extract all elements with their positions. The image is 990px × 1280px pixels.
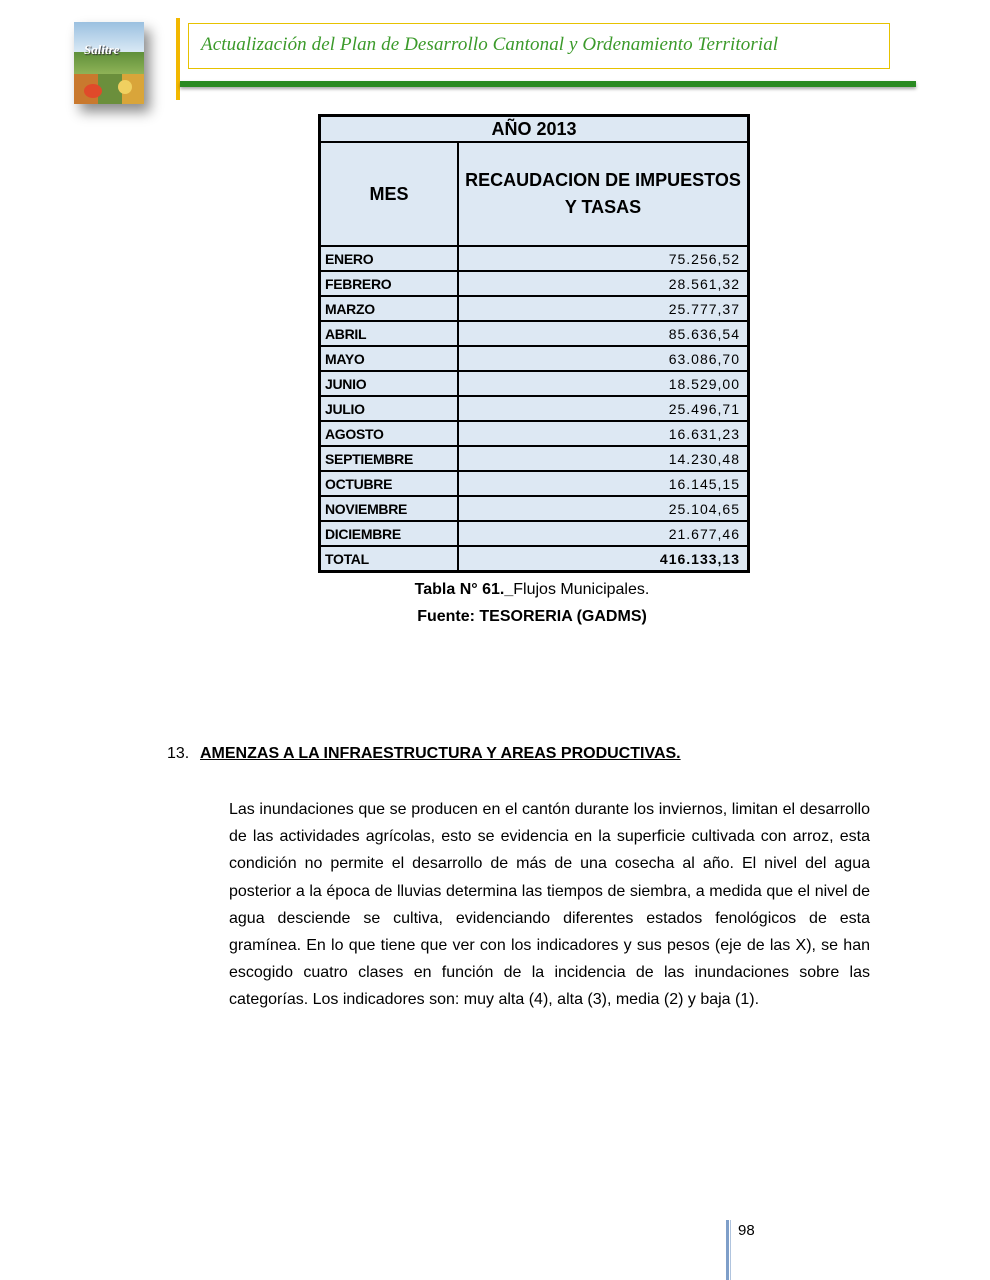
- table-row: [320, 271, 749, 296]
- table-cell-month: DICIEMBRE: [320, 521, 459, 546]
- header-accent-bar: [176, 18, 180, 100]
- table-body: [320, 246, 749, 546]
- logo-text: Salitre: [84, 42, 120, 57]
- table-cell-month: NOVIEMBRE: [320, 496, 459, 521]
- table-cell-month: FEBRERO: [320, 271, 459, 296]
- table-row: [320, 521, 749, 546]
- table-cell-month: JUNIO: [320, 371, 459, 396]
- table-source: Fuente: TESORERIA (GADMS): [417, 608, 647, 625]
- page-number: 98: [738, 1222, 755, 1239]
- table-row: [320, 246, 749, 271]
- table-cell-month: MAYO: [320, 346, 459, 371]
- table-row: [320, 496, 749, 521]
- table-row: [320, 471, 749, 496]
- table-cell-month: OCTUBRE: [320, 471, 459, 496]
- section-number: 13.: [167, 745, 190, 762]
- table-row: [320, 446, 749, 471]
- table-caption: [318, 581, 746, 599]
- table-row: [320, 296, 749, 321]
- table-cell-value: 28.561,32: [458, 271, 749, 296]
- table-cell-value: 25.777,37: [458, 296, 749, 321]
- header-title: Actualización del Plan de Desarrollo Cantonal y Ordenamiento Territorial: [201, 34, 779, 55]
- table-cell-value: 16.631,23: [458, 421, 749, 446]
- header-divider: [180, 81, 916, 87]
- table-cell-month: JULIO: [320, 396, 459, 421]
- table-cell-month: MARZO: [320, 296, 459, 321]
- table-cell-value: 25.104,65: [458, 496, 749, 521]
- table-total-value: 416.133,13: [458, 546, 749, 572]
- page-number-bar: [726, 1220, 729, 1280]
- table-total-label: TOTAL: [320, 546, 459, 572]
- table-col-value-label: RECAUDACION DE IMPUESTOS Y TASAS: [465, 170, 741, 217]
- salitre-logo: [74, 22, 144, 104]
- table-cell-value: 63.086,70: [458, 346, 749, 371]
- table-cell-value: 18.529,00: [458, 371, 749, 396]
- table-row: [320, 421, 749, 446]
- table-col-value: [458, 142, 749, 246]
- table-cell-value: 85.636,54: [458, 321, 749, 346]
- table-cell-value: 75.256,52: [458, 246, 749, 271]
- section-paragraph: Las inundaciones que se producen en el cantón durante los inviernos, limitan el desarrollo de las actividades agrícolas, esto se evidencia en la superficie cultivada con arroz, esta condición no permite el desarrollo de más de una cosecha al año. El nivel del agua posterior a la época de lluvias determina las tiempos de siembra, a medida que el nivel de agua desciende se cultiva, evidenciando diferentes estados fenológicos de esta gramínea. En lo que tiene que ver con los indicadores y sus pesos (eje de las X), se han escogido cuatro clases en función de la incidencia de las inundaciones sobre las categorías. Los indicadores son: muy alta (4), alta (3), media (2) y baja (1).: [229, 801, 870, 1009]
- section-heading: [167, 745, 681, 763]
- table-row: [320, 371, 749, 396]
- table-row: [320, 396, 749, 421]
- caption-text: Flujos Municipales.: [513, 581, 650, 598]
- table-cell-month: ENERO: [320, 246, 459, 271]
- table-cell-month: ABRIL: [320, 321, 459, 346]
- page-number-bar-inner: [730, 1220, 731, 1280]
- section-title: AMENZAS A LA INFRAESTRUCTURA Y AREAS PRODUCTIVAS.: [200, 745, 681, 762]
- table-year-header: AÑO 2013: [320, 116, 749, 143]
- table-cell-value: 21.677,46: [458, 521, 749, 546]
- table-row: [320, 346, 749, 371]
- table-cell-value: 14.230,48: [458, 446, 749, 471]
- table-cell-value: 16.145,15: [458, 471, 749, 496]
- caption-label: Tabla N° 61._: [414, 581, 514, 598]
- table-cell-value: 25.496,71: [458, 396, 749, 421]
- table-cell-month: SEPTIEMBRE: [320, 446, 459, 471]
- table-col-month: MES: [320, 142, 459, 246]
- header-title-box: [188, 23, 890, 69]
- table-cell-month: AGOSTO: [320, 421, 459, 446]
- revenue-table: [318, 114, 750, 573]
- table-row: [320, 321, 749, 346]
